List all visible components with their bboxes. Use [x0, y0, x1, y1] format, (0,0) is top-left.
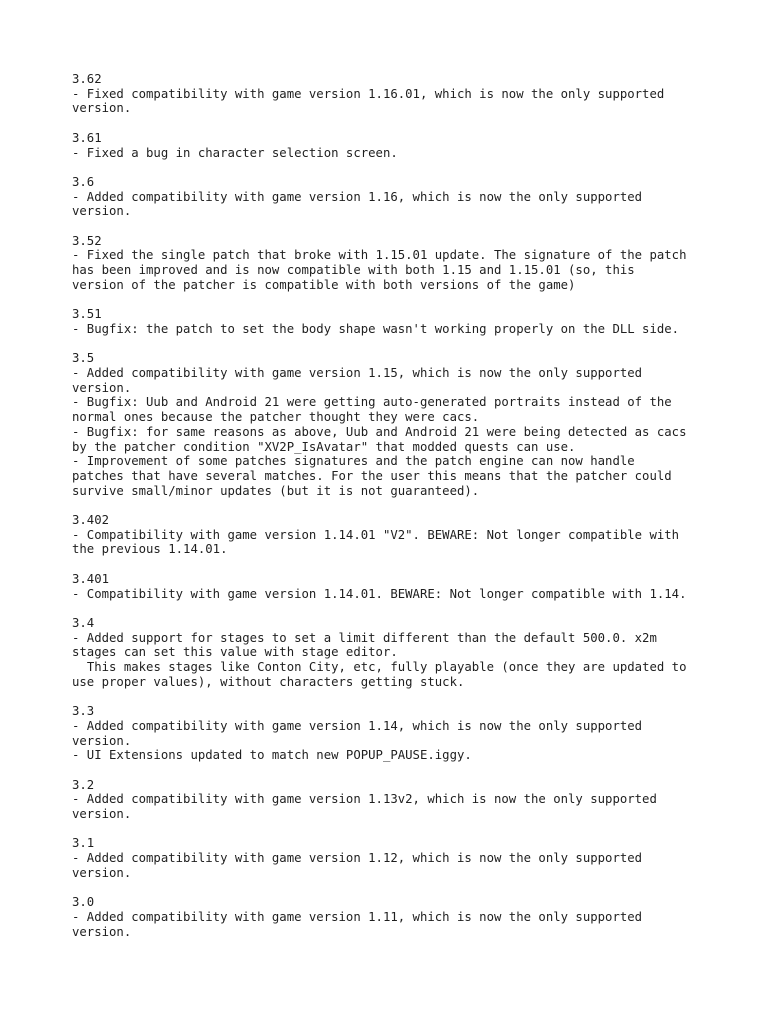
- changelog-entry: [72, 131, 728, 160]
- change-item: - Added support for stages to set a limit different than the default 500.0. x2m stages can set this value with stage editor. This makes stages like Conton City, etc, fully playable (once they are updated to use proper values), without characters getting stuck.: [72, 630, 687, 689]
- changelog-entry: [72, 572, 728, 601]
- change-item: - Added compatibility with game version 1.15, which is now the only supported version.: [72, 365, 643, 395]
- version-number: 3.2: [72, 777, 95, 792]
- change-item: - Added compatibility with game version 1.16, which is now the only supported version.: [72, 189, 643, 219]
- changelog-entry: [72, 72, 728, 116]
- changelog-entry: [72, 234, 728, 293]
- change-item: - Compatibility with game version 1.14.01 "V2". BEWARE: Not longer compatible with the previous 1.14.01.: [72, 527, 680, 557]
- version-number: 3.52: [72, 233, 102, 248]
- change-item: - Bugfix: Uub and Android 21 were getting auto-generated portraits instead of the normal ones because the patcher thought they were cacs.: [72, 395, 672, 425]
- change-item: - Compatibility with game version 1.14.01. BEWARE: Not longer compatible with 1.14.: [72, 586, 687, 601]
- changelog-entry: [72, 895, 728, 939]
- changelog-entries: [72, 72, 728, 939]
- change-item: - UI Extensions updated to match new POPUP_PAUSE.iggy.: [72, 748, 472, 763]
- change-item: - Fixed the single patch that broke with 1.15.01 update. The signature of the patch has been improved and is now compatible with both 1.15 and 1.15.01 (so, this version of the patcher is compatible with both versions of the game): [72, 248, 687, 292]
- changelog-entry: [72, 778, 728, 822]
- change-item: - Added compatibility with game version 1.11, which is now the only supported version.: [72, 909, 643, 939]
- changelog-entry: [72, 616, 728, 690]
- change-item: - Improvement of some patches signatures and the patch engine can now handle patches that have several matches. For the user this means that the patcher could survive small/minor updates (but it is not guaranteed).: [72, 454, 672, 498]
- version-number: 3.3: [72, 704, 95, 719]
- change-item: - Fixed compatibility with game version 1.16.01, which is now the only supported version.: [72, 86, 665, 116]
- changelog-entry: [72, 307, 728, 336]
- version-number: 3.6: [72, 174, 95, 189]
- version-number: 3.51: [72, 307, 102, 322]
- changelog-entry: [72, 704, 728, 763]
- version-number: 3.402: [72, 513, 110, 527]
- change-item: - Added compatibility with game version 1.14, which is now the only supported version.: [72, 718, 643, 748]
- changelog-entry: [72, 351, 728, 498]
- changelog-entry: [72, 513, 728, 557]
- changelog-entry: [72, 175, 728, 219]
- change-item: - Added compatibility with game version 1.13v2, which is now the only supported version.: [72, 792, 657, 821]
- change-item: - Bugfix: for same reasons as above, Uub and Android 21 were being detected as cacs by the patcher condition "XV2P_IsAvatar" that modded quests can use.: [72, 424, 687, 454]
- version-number: 3.401: [72, 571, 110, 586]
- version-number: 3.5: [72, 351, 95, 366]
- version-number: 3.0: [72, 895, 95, 910]
- changelog-entry: [72, 836, 728, 880]
- version-number: 3.4: [72, 615, 95, 630]
- version-number: 3.1: [72, 836, 95, 851]
- change-item: - Bugfix: the patch to set the body shape wasn't working properly on the DLL side.: [72, 321, 680, 336]
- version-number: 3.61: [72, 130, 102, 145]
- change-item: - Fixed a bug in character selection screen.: [72, 145, 398, 160]
- change-item: - Added compatibility with game version 1.12, which is now the only supported version.: [72, 851, 643, 880]
- version-number: 3.62: [72, 72, 102, 86]
